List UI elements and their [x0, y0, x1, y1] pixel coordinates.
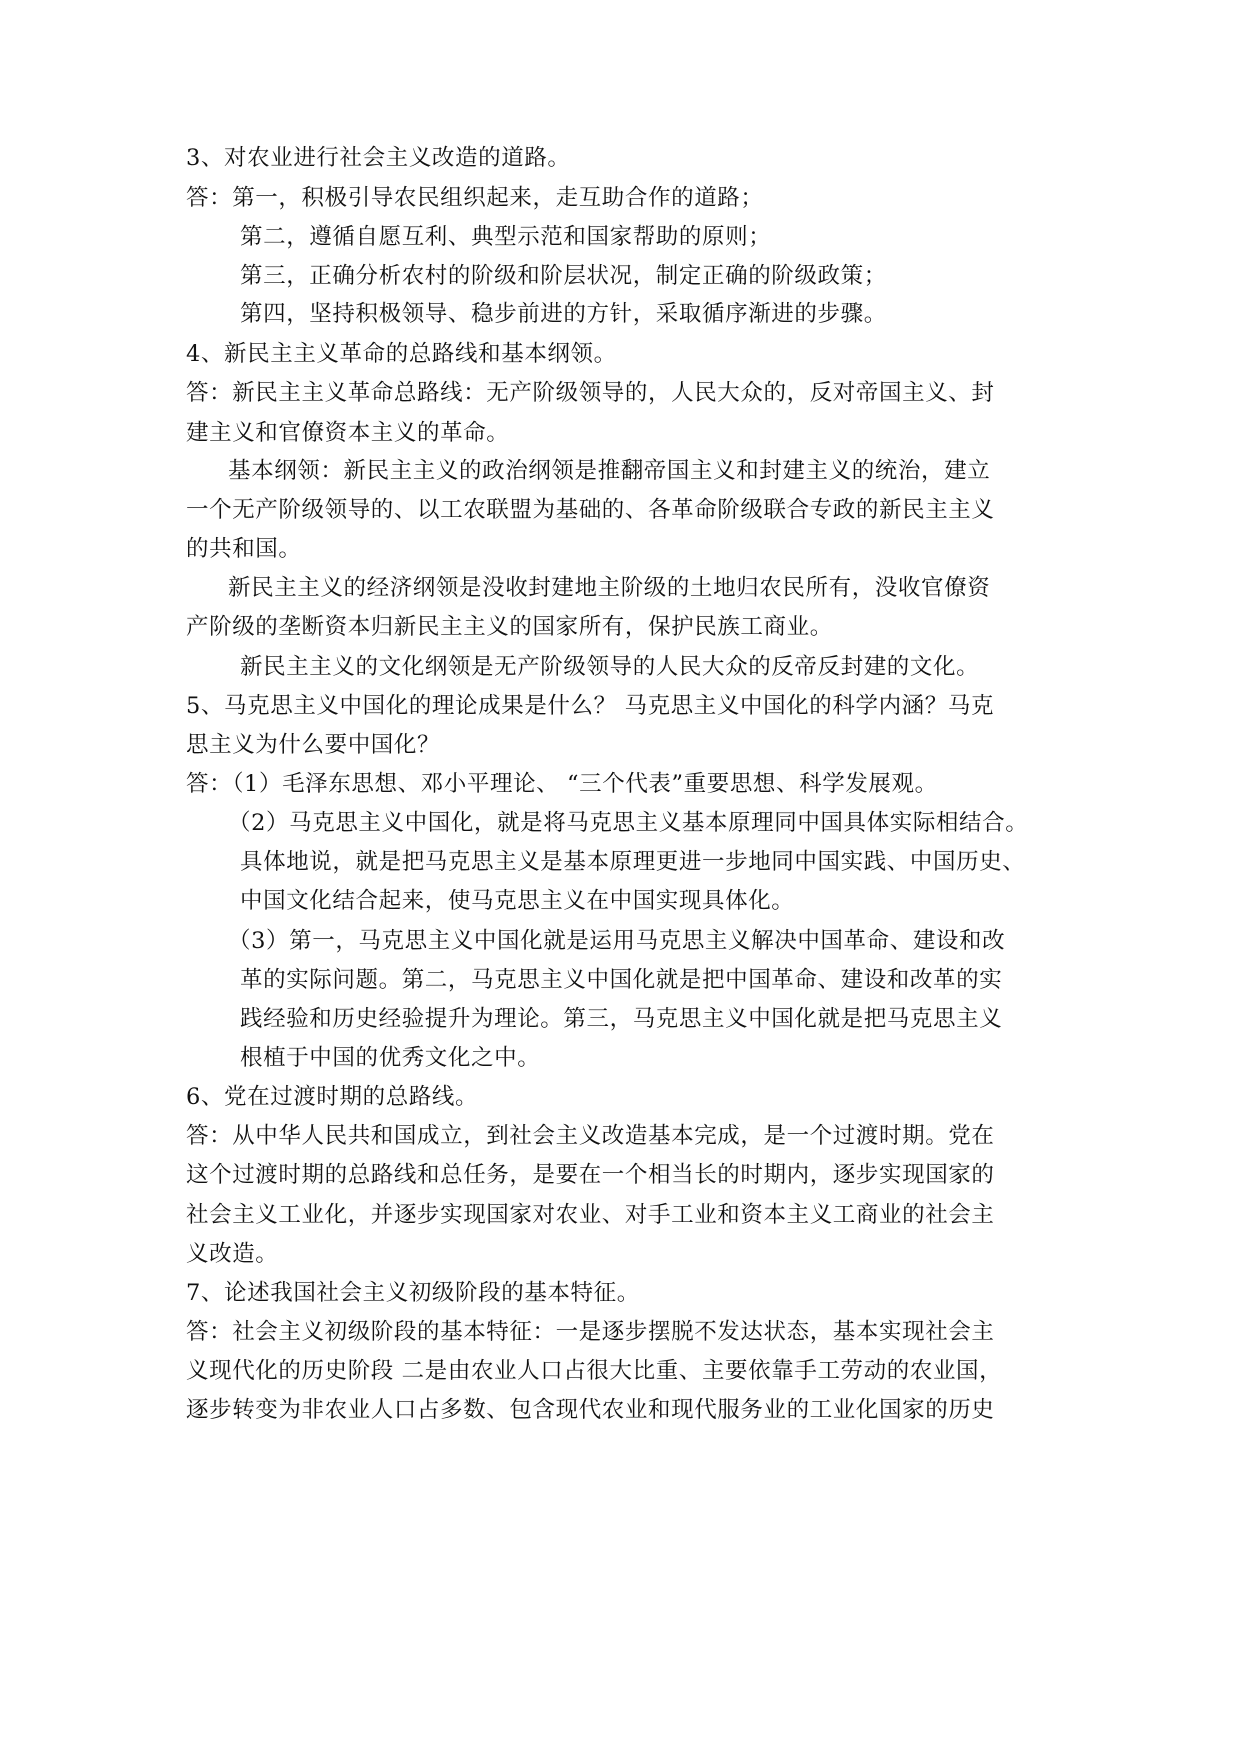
text-line: 第三，正确分析农村的阶级和阶层状况，制定正确的阶级政策； [240, 263, 887, 289]
text-line: 社会主义工业化，并逐步实现国家对农业、对手工业和资本主义工商业的社会主 [186, 1202, 995, 1228]
text-line: 一个无产阶级领导的、以工农联盟为基础的、各革命阶级联合专政的新民主主义 [186, 497, 995, 523]
text-line: 中国文化结合起来，使马克思主义在中国实现具体化。 [240, 888, 795, 914]
text-line: 的共和国。 [186, 536, 302, 562]
text-line: 这个过渡时期的总路线和总任务，是要在一个相当长的时期内，逐步实现国家的 [186, 1162, 995, 1188]
text-line: 新民主主义的经济纲领是没收封建地主阶级的土地归农民所有，没收官僚资 [228, 575, 991, 601]
text-line: 4、新民主主义革命的总路线和基本纲领。 [186, 341, 617, 367]
text-line: 思主义为什么要中国化？ [186, 732, 441, 758]
text-line: 具体地说，就是把马克思主义是基本原理更进一步地同中国实践、中国历史、 [240, 849, 1026, 875]
text-line: 基本纲领：新民主主义的政治纲领是推翻帝国主义和封建主义的统治，建立 [228, 458, 991, 484]
text-line: 第二，遵循自愿互利、典型示范和国家帮助的原则； [240, 224, 772, 250]
text-line: 根植于中国的优秀文化之中。 [240, 1045, 541, 1071]
text-line: 3、对农业进行社会主义改造的道路。 [186, 145, 571, 171]
text-line: 产阶级的垄断资本归新民主主义的国家所有，保护民族工商业。 [186, 614, 833, 640]
text-line: （3）第一，马克思主义中国化就是运用马克思主义解决中国革命、建设和改 [228, 928, 1006, 954]
text-line: 答：第一，积极引导农民组织起来，走互助合作的道路； [186, 185, 764, 211]
text-line: 逐步转变为非农业人口占多数、包含现代农业和现代服务业的工业化国家的历史 [186, 1397, 995, 1423]
text-line: 义改造。 [186, 1241, 279, 1267]
text-line: 答：社会主义初级阶段的基本特征：一是逐步摆脱不发达状态，基本实现社会主 [186, 1319, 995, 1345]
text-line: 革的实际问题。第二，马克思主义中国化就是把中国革命、建设和改革的实 [240, 967, 1003, 993]
text-line: 建主义和官僚资本主义的革命。 [186, 420, 510, 446]
text-line: 践经验和历史经验提升为理论。第三，马克思主义中国化就是把马克思主义 [240, 1006, 1003, 1032]
text-line: 答：从中华人民共和国成立，到社会主义改造基本完成，是一个过渡时期。党在 [186, 1123, 995, 1149]
text-line: 答：新民主主义革命总路线：无产阶级领导的，人民大众的，反对帝国主义、封 [186, 380, 995, 406]
text-line: 答：（1）毛泽东思想、邓小平理论、 “三个代表”重要思想、科学发展观。 [186, 771, 938, 797]
text-line: 新民主主义的文化纲领是无产阶级领导的人民大众的反帝反封建的文化。 [240, 654, 980, 680]
text-line: 义现代化的历史阶段 二是由农业人口占很大比重、主要依靠手工劳动的农业国， [186, 1358, 1003, 1384]
text-line: 5、马克思主义中国化的理论成果是什么？ 马克思主义中国化的科学内涵？马克 [186, 693, 995, 719]
text-line: 6、党在过渡时期的总路线。 [186, 1084, 479, 1110]
text-line: （2）马克思主义中国化，就是将马克思主义基本原理同中国具体实际相结合。 [228, 810, 1029, 836]
text-line: 第四，坚持积极领导、稳步前进的方针，采取循序渐进的步骤。 [240, 301, 887, 327]
text-line: 7、论述我国社会主义初级阶段的基本特征。 [186, 1280, 640, 1306]
